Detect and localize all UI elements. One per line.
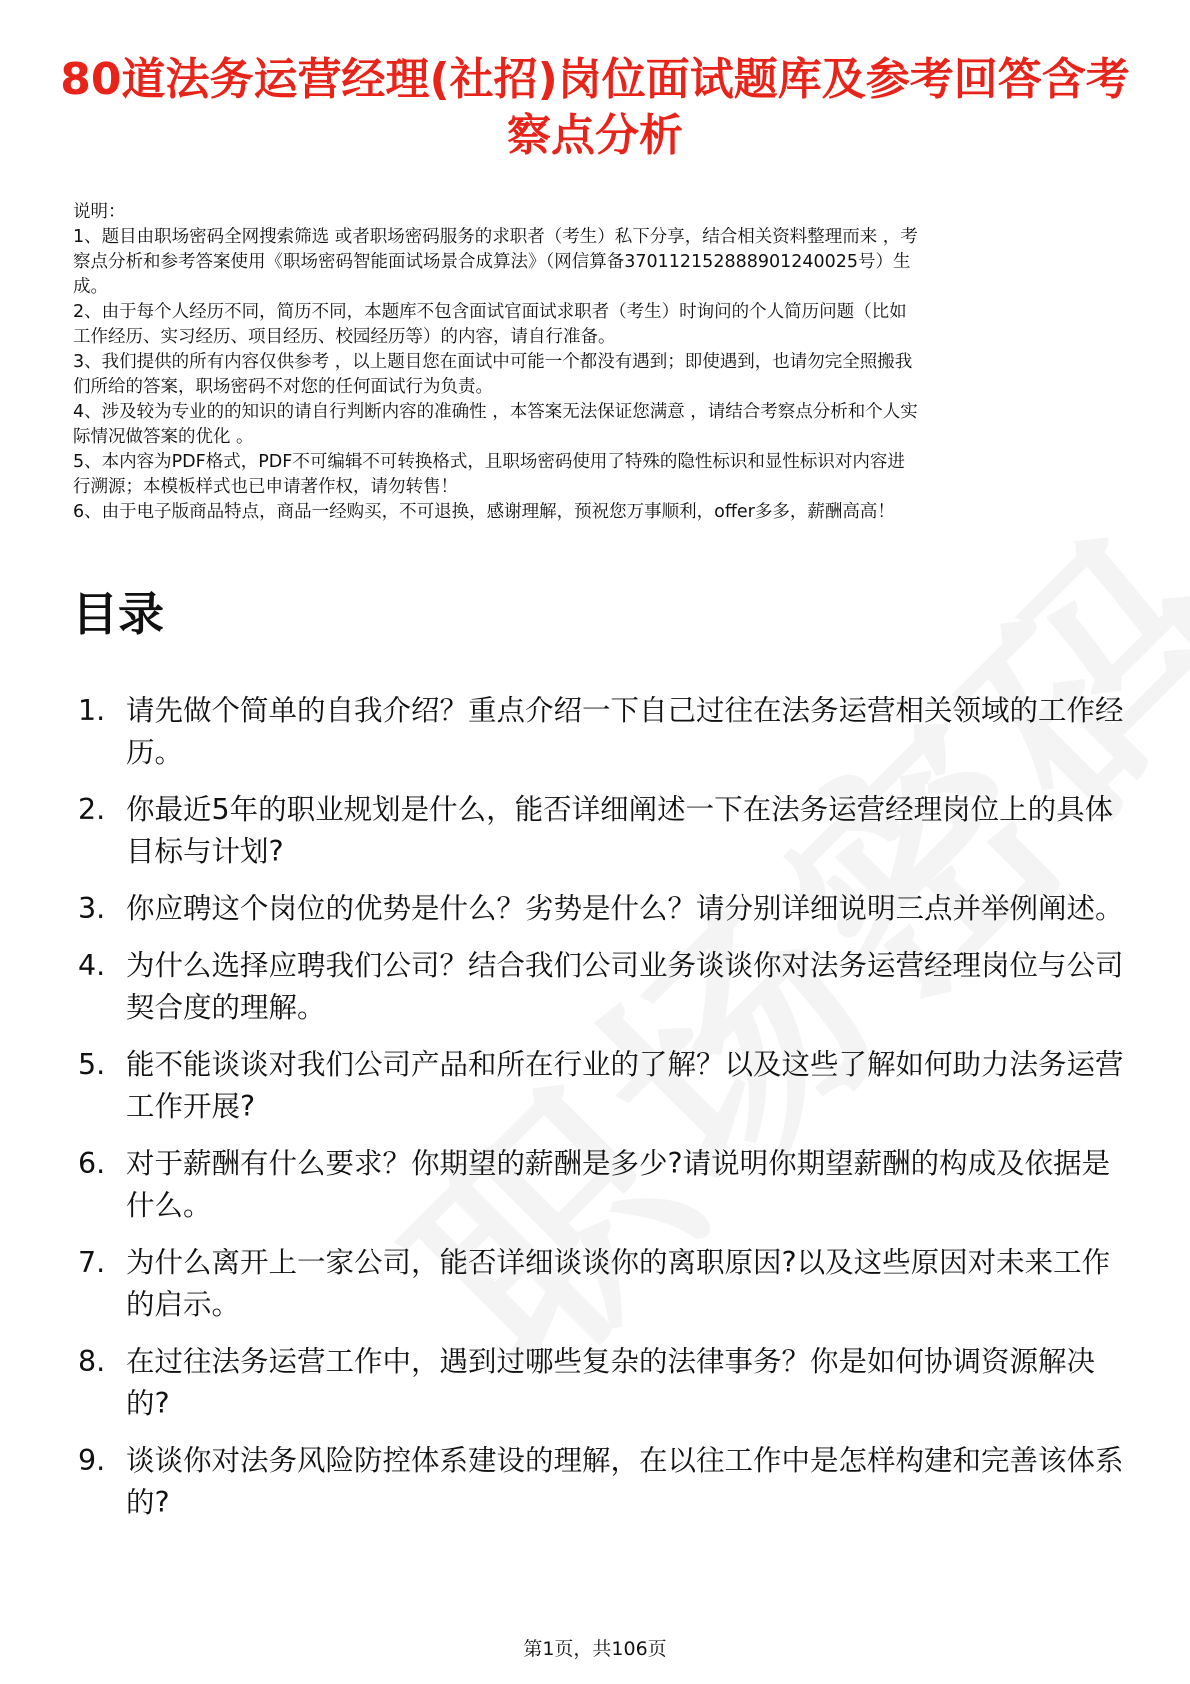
- toc-item-text: 在过往法务运营工作中，遇到过哪些复杂的法律事务？你是如何协调资源解决的?: [126, 1345, 1096, 1420]
- notes-line: 2、由于每个人经历不同，简历不同，本题库不包含面试官面试求职者（考生）时询问的个人简历问题（比如: [73, 302, 907, 322]
- toc-item-text: 请先做个简单的自我介绍？重点介绍一下自己过往在法务运营相关领域的工作经历。: [126, 694, 1124, 769]
- toc-item[interactable]: [78, 1440, 1130, 1524]
- toc-item-number: 4.: [78, 949, 106, 982]
- notes-section: [73, 200, 1113, 525]
- notes-line: 行溯源；本模板样式也已申请著作权，请勿转售！: [73, 477, 458, 497]
- toc-heading: 目录: [72, 587, 164, 641]
- notes-line: 5、本内容为PDF格式，PDF不可编辑不可转换格式，且职场密码使用了特殊的隐性标识和显性标识对内容进: [73, 452, 905, 472]
- notes-line: 察点分析和参考答案使用《职场密码智能面试场景合成算法》（网信算备370112152888901240025号）生: [73, 252, 911, 272]
- notes-line: 们所给的答案，职场密码不对您的任何面试行为负责。: [73, 377, 493, 397]
- toc-item[interactable]: [78, 1242, 1130, 1326]
- notes-line: 1、题目由职场密码全网搜索筛选 或者职场密码服务的求职者（考生）私下分享，结合相关资料整理而来 ，考: [73, 227, 918, 247]
- toc-item[interactable]: [78, 888, 1130, 930]
- toc-item-text: 对于薪酬有什么要求？你期望的薪酬是多少?请说明你期望薪酬的构成及依据是什么。: [126, 1147, 1111, 1222]
- toc-item[interactable]: [78, 789, 1130, 873]
- notes-line: 成。: [73, 277, 108, 297]
- toc-item-number: 7.: [78, 1246, 106, 1279]
- toc-item-number: 5.: [78, 1048, 106, 1081]
- toc-item-number: 1.: [78, 694, 106, 727]
- toc-item-number: 3.: [78, 892, 106, 925]
- document-title: 80道法务运营经理(社招)岗位面试题库及参考回答含考察点分析: [60, 54, 1130, 161]
- notes-line: 6、由于电子版商品特点，商品一经购买，不可退换，感谢理解，预祝您万事顺利，offer多多，薪酬高高！: [73, 502, 895, 522]
- toc-item-text: 你应聘这个岗位的优势是什么？劣势是什么？请分别详细说明三点并举例阐述。: [126, 892, 1124, 925]
- toc-list: [78, 690, 1130, 1539]
- toc-item-text: 为什么离开上一家公司，能否详细谈谈你的离职原因?以及这些原因对未来工作的启示。: [126, 1246, 1111, 1321]
- toc-item-text: 谈谈你对法务风险防控体系建设的理解，在以往工作中是怎样构建和完善该体系的?: [126, 1444, 1124, 1519]
- toc-item[interactable]: [78, 945, 1130, 1029]
- toc-item-text: 你最近5年的职业规划是什么，能否详细阐述一下在法务运营经理岗位上的具体目标与计划?: [126, 793, 1114, 868]
- toc-item-number: 6.: [78, 1147, 106, 1180]
- page-footer: 第1页，共106页: [523, 1638, 667, 1660]
- toc-item[interactable]: [78, 690, 1130, 774]
- toc-item-number: 2.: [78, 793, 106, 826]
- notes-line: 4、涉及较为专业的的知识的请自行判断内容的准确性 ，本答案无法保证您满意 ，请结合考察点分析和个人实: [73, 402, 918, 422]
- toc-item[interactable]: [78, 1044, 1130, 1128]
- toc-item-text: 能不能谈谈对我们公司产品和所在行业的了解？以及这些了解如何助力法务运营工作开展?: [126, 1048, 1124, 1123]
- toc-item[interactable]: [78, 1341, 1130, 1425]
- notes-line: 际情况做答案的优化 。: [73, 427, 254, 447]
- notes-line: 工作经历、实习经历、项目经历、校园经历等）的内容，请自行准备。: [73, 327, 616, 347]
- notes-heading: 说明：: [73, 202, 126, 222]
- toc-item-number: 8.: [78, 1345, 106, 1378]
- toc-item-number: 9.: [78, 1444, 106, 1477]
- toc-item-text: 为什么选择应聘我们公司？结合我们公司业务谈谈你对法务运营经理岗位与公司契合度的理解。: [126, 949, 1124, 1024]
- toc-item[interactable]: [78, 1143, 1130, 1227]
- notes-line: 3、我们提供的所有内容仅供参考 ，以上题目您在面试中可能一个都没有遇到；即使遇到，也请勿完全照搬我: [73, 352, 913, 372]
